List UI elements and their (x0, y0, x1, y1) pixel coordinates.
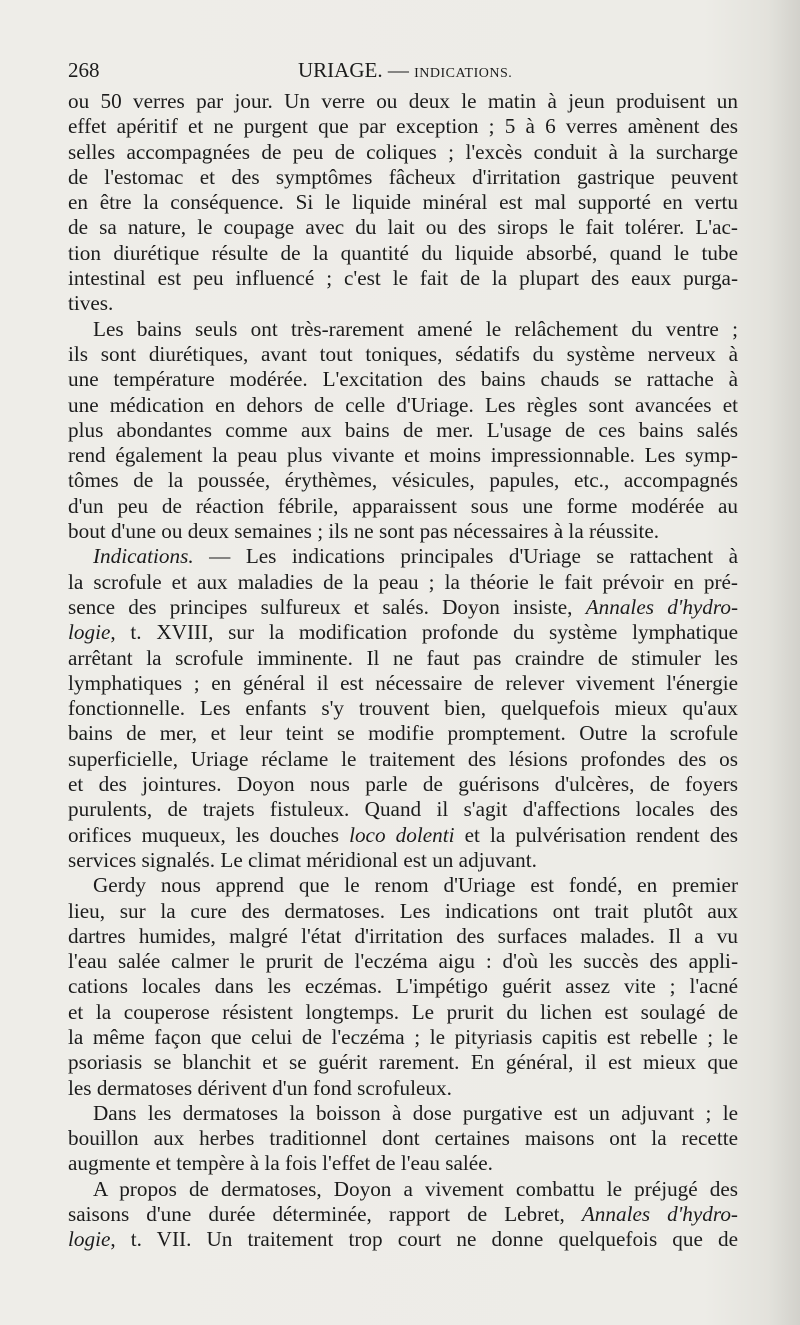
text-line: intestinal est peu influencé ; c'est le fait de la plupart des eaux purga- (68, 266, 738, 291)
text-run: et la pulvérisation rendent des (454, 822, 739, 847)
text-line: de sa nature, le coupage avec du lait ou des sirops le fait tolérer. L'ac- (68, 215, 738, 240)
text-line (68, 823, 738, 848)
paragraph (68, 1101, 738, 1177)
text-line (68, 620, 738, 645)
journal-citation: Annales d'hydro- (581, 1202, 738, 1227)
text-run: saisons d'une durée déterminée, rapport de Lebret, (68, 1202, 565, 1227)
text-line: une température modérée. L'excitation des bains chauds se rattache à (68, 367, 738, 392)
text-line: services signalés. Le climat méridional est un adjuvant. (68, 847, 537, 872)
running-title: URIAGE. (298, 58, 383, 82)
text-run: sence des principes sulfureux et salés. Doyon insiste, (68, 594, 573, 619)
text-line: plus abondantes comme aux bains de mer. L'usage de ces bains salés (68, 417, 738, 442)
paragraph (68, 873, 738, 1101)
text-run: — Les indications principales d'Uriage se rattachent à (193, 544, 738, 569)
paragraph (68, 89, 738, 317)
text-line: selles accompagnées de peu de coliques ; l'excès conduit à la surcharge (68, 139, 738, 164)
text-line: rend également la peau plus vivante et moins impressionnable. Les symp- (68, 443, 738, 468)
paragraph (68, 317, 738, 545)
journal-citation: logie (68, 1227, 111, 1252)
text-line: la scrofule et aux maladies de la peau ; la théorie le fait prévoir en pré- (68, 569, 738, 594)
text-run: orifices muqueux, les douches (68, 822, 339, 847)
text-line: A propos de dermatoses, Doyon a vivement combattu le préjugé des (93, 1176, 738, 1201)
text-line: bains de mer, et leur teint se modifie promptement. Outre la scrofule (68, 721, 738, 746)
text-line: dartres humides, malgré l'état d'irritation des surfaces malades. Il a vu (68, 923, 738, 948)
text-line: lieu, sur la cure des dermatoses. Les indications ont trait plutôt aux (68, 898, 738, 923)
text-line: Dans les dermatoses la boisson à dose purgative est un adjuvant ; le (93, 1100, 738, 1125)
text-line: bout d'une ou deux semaines ; ils ne sont pas nécessaires à la réussite. (68, 519, 660, 544)
text-line: ou 50 verres par jour. Un verre ou deux le matin à jeun produisent un (68, 89, 738, 113)
text-line: tion diurétique résulte de la quantité du liquide absorbé, quand le tube (68, 240, 738, 265)
text-line: les dermatoses dérivent d'un fond scrofuleux. (68, 1075, 452, 1100)
text-body (68, 89, 738, 1253)
running-subtitle: INDICATIONS. (414, 66, 513, 81)
text-line: Gerdy nous apprend que le renom d'Uriage est fondé, en premier (93, 873, 738, 898)
text-line: et des jointures. Doyon nous parle de guérisons d'ulcères, de foyers (68, 772, 738, 797)
text-line: psoriasis se blanchit et se guérit rarement. En général, il est mieux que (68, 1050, 738, 1075)
text-line: lymphatiques ; en général il est nécessaire de relever vivement l'énergie (68, 670, 738, 695)
text-line: cations locales dans les eczémas. L'impétigo guérit assez vite ; l'acné (68, 974, 738, 999)
text-line (68, 1202, 738, 1227)
text-line: de l'estomac et des symptômes fâcheux d'irritation gastrique peuvent (68, 164, 738, 189)
text-line: augmente et tempère à la fois l'effet de l'eau salée. (68, 1151, 493, 1176)
text-line: une médication en dehors de celle d'Uriage. Les règles sont avancées et (68, 392, 738, 417)
section-heading: Indications. (93, 544, 194, 569)
text-line: et la couperose résistent longtemps. Le prurit du lichen est soulagé de (68, 999, 738, 1024)
text-line: fonctionnelle. Les enfants s'y trouvent bien, quelquefois mieux qu'aux (68, 696, 738, 721)
paragraph (68, 1177, 738, 1253)
text-line: bouillon aux herbes traditionnel dont certaines maisons ont la recette (68, 1126, 738, 1151)
text-line: tives. (68, 291, 114, 316)
paragraph-indications (68, 544, 738, 873)
text-line: superficielle, Uriage réclame le traitement des lésions profondes des os (68, 746, 738, 771)
text-line: effet apéritif et ne purgent que par exception ; 5 à 6 verres amènent des (68, 114, 738, 139)
text-line: l'eau salée calmer le prurit de l'eczéma aigu : d'où les succès des appli- (68, 949, 738, 974)
text-run: , t. XVIII, sur la modification profonde du système lymphatique (110, 620, 738, 645)
text-line: d'un peu de réaction fébrile, apparaissent sous une forme modérée au (68, 493, 738, 518)
journal-citation: logie (68, 620, 111, 645)
text-line (68, 1227, 738, 1252)
latin-phrase: loco dolenti (349, 822, 455, 847)
text-line: arrêtant la scrofule imminente. Il ne faut pas craindre de stimuler les (68, 645, 738, 670)
text-line: en être la conséquence. Si le liquide minéral est mal supporté en vertu (68, 190, 738, 215)
text-line (68, 544, 738, 569)
text-run: , t. VII. Un traitement trop court ne donne quelquefois que de (110, 1227, 738, 1252)
running-separator: — (387, 58, 409, 82)
text-line: tômes de la poussée, érythèmes, vésicules, papules, etc., accompagnés (68, 468, 738, 493)
journal-citation: Annales d'hydro- (585, 594, 739, 619)
running-head (298, 58, 512, 83)
text-line: Les bains seuls ont très-rarement amené le relâchement du ventre ; (93, 316, 738, 341)
page-number: 268 (68, 58, 100, 82)
text-line (68, 595, 738, 620)
text-line: la même façon que celui de l'eczéma ; le pityriasis capitis est rebelle ; le (68, 1024, 738, 1049)
text-line: purulents, de trajets fistuleux. Quand il s'agit d'affections locales des (68, 797, 738, 822)
text-line: ils sont diurétiques, avant tout toniques, sédatifs du système nerveux à (68, 341, 738, 366)
page-header (68, 58, 738, 88)
